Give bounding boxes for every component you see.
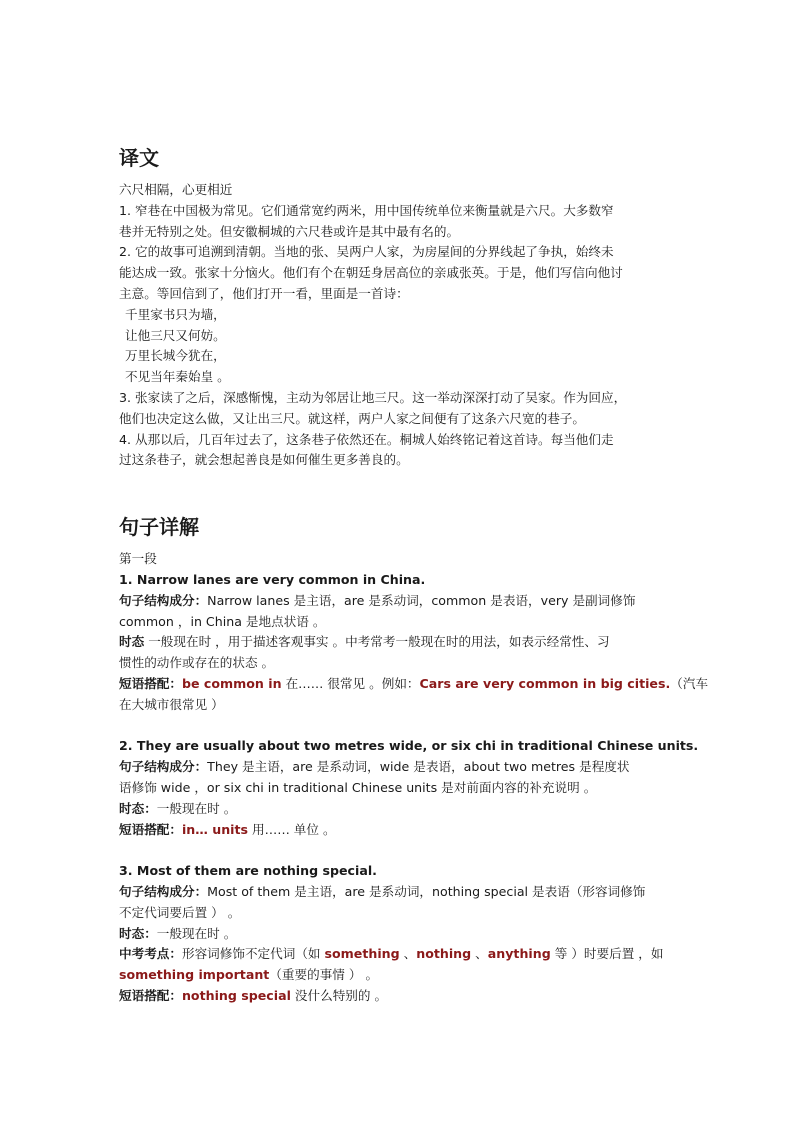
poem-line-2: 让他三尺又何妨。 — [125, 327, 226, 343]
paragraph-2-line-2: 能达成一致。张家十分恼火。他们有个在朝廷身居高位的亲戚张英。于是，他们写信向他讨 — [119, 265, 623, 281]
poem-line-3: 万里长城今犹在， — [125, 348, 226, 364]
s1-phrase-line-2: 在大城市很常见 ） — [119, 696, 224, 712]
s3-exam-word-nothing: nothing — [416, 946, 472, 962]
s3-phrase-meaning: 没什么特别的 。 — [290, 987, 388, 1003]
paragraph-1-line-2: 巷并无特别之处。但安徽桐城的六尺巷或许是其中最有名的。 — [119, 223, 460, 239]
s3-exam-text-2: 等 ）时要后置 ，如 — [550, 946, 664, 962]
s1-tense-line-1 — [119, 632, 689, 653]
s3-structure-line-2: 不定代词要后置 ） 。 — [119, 904, 241, 920]
s2-structure-text: They 是主语，are 是系动词，wide 是表语，about two metres 是程度状 — [207, 759, 630, 775]
paragraph-4-line-2: 过这条巷子，就会想起善良是如何催生更多善良的。 — [119, 452, 409, 468]
s3-phrase-line — [119, 986, 689, 1007]
poem-line-4: 不见当年秦始皇 。 — [125, 369, 230, 385]
s3-tense-label: 时态： — [119, 925, 157, 941]
s3-exam-sep-1: 、 — [399, 946, 417, 962]
sentence-3: 3. Most of them are nothing special. — [119, 863, 377, 879]
s1-structure-line-1 — [119, 591, 689, 612]
s3-tense-line — [119, 924, 689, 945]
s3-exam-word-anything: anything — [487, 946, 551, 962]
s3-exam-word-something: something — [324, 946, 400, 962]
explain-heading: 句子详解 — [119, 515, 199, 540]
s3-exam-label: 中考考点： — [119, 946, 182, 962]
s2-tense-label: 时态： — [119, 800, 157, 816]
s1-structure-text: Narrow lanes 是主语，are 是系动词，common 是表语，very 是副词修饰 — [207, 592, 636, 608]
document-content — [119, 144, 709, 1007]
s1-phrase-line-1 — [119, 674, 709, 695]
s2-phrase-line — [119, 820, 689, 841]
s2-tense-line — [119, 799, 689, 820]
translation-subtitle: 六尺相隔，心更相近 — [119, 182, 233, 197]
s3-tense-text: 一般现在时 。 — [156, 925, 237, 941]
s3-structure-line-1 — [119, 882, 689, 903]
s1-phrase-example: Cars are very common in big cities. — [419, 675, 671, 691]
sentence-2: 2. They are usually about two metres wide, or six chi in traditional Chinese units. — [119, 738, 699, 754]
s3-exam-text-1: 形容词修饰不定代词（如 — [181, 946, 325, 962]
s1-tense-text: 一般现在时 ，用于描述客观事实 。中考常考一般现在时的用法，如表示经常性、习 — [144, 634, 610, 650]
s3-exam-text-3: （重要的事情 ） 。 — [269, 967, 379, 983]
sentence-1: 1. Narrow lanes are very common in China. — [119, 571, 426, 587]
s3-exam-line-2 — [119, 965, 689, 986]
s2-phrase: in… units — [181, 821, 248, 837]
poem-line-1: 千里家书只为墙， — [125, 306, 226, 322]
s3-structure-label: 句子结构成分： — [119, 883, 208, 899]
s2-structure-line-2: 语修饰 wide ，or six chi in traditional Chinese units 是对前面内容的补充说明 。 — [119, 779, 597, 795]
paragraph-2-line-3: 主意。等回信到了，他们打开一看，里面是一首诗： — [119, 285, 409, 301]
spacer — [119, 716, 689, 737]
s1-tense-line-2: 惯性的动作或存在的状态 。 — [119, 655, 275, 671]
s2-phrase-meaning: 用…… 单位 。 — [248, 821, 336, 837]
s3-structure-text: Most of them 是主语，are 是系动词，nothing special 是表语（形容词修饰 — [207, 883, 646, 899]
s1-structure-label: 句子结构成分： — [119, 592, 208, 608]
s2-phrase-label: 短语搭配： — [119, 821, 182, 837]
paragraph-3-line-1: 3. 张家读了之后，深感惭愧，主动为邻居让地三尺。这一举动深深打动了吴家。作为回应， — [119, 389, 627, 405]
paragraph-2-line-1: 2. 它的故事可追溯到清朝。当地的张、吴两户人家，为房屋间的分界线起了争执，始终未 — [119, 244, 614, 260]
s3-phrase: nothing special — [181, 987, 291, 1003]
paragraph-4-line-1: 4. 从那以后，几百年过去了，这条巷子依然还在。桐城人始终铭记着这首诗。每当他们走 — [119, 431, 614, 447]
s1-structure-line-2: common ，in China 是地点状语 。 — [119, 613, 326, 629]
paragraph-1-line-1: 1. 窄巷在中国极为常见。它们通常宽约两米，用中国传统单位来衡量就是六尺。大多数窄 — [119, 202, 614, 218]
section-label: 第一段 — [119, 551, 157, 567]
s3-phrase-label: 短语搭配： — [119, 987, 182, 1003]
translation-heading: 译文 — [119, 146, 159, 170]
paragraph-3-line-2: 他们也决定这么做，又让出三尺。就这样，两户人家之间便有了这条六尺宽的巷子。 — [119, 410, 585, 426]
s2-tense-text: 一般现在时 。 — [156, 800, 237, 816]
s3-exam-example: something important — [119, 967, 270, 983]
s1-phrase-meaning: 在…… 很常见 。例如： — [281, 675, 420, 691]
s1-phrase: be common in — [181, 675, 282, 691]
s1-tense-label: 时态 — [119, 634, 145, 650]
s3-exam-sep-2: 、 — [471, 946, 488, 962]
spacer — [119, 840, 689, 861]
s3-exam-line-1 — [119, 944, 689, 965]
s2-structure-line-1 — [119, 757, 689, 778]
s2-structure-label: 句子结构成分： — [119, 759, 208, 775]
s1-phrase-label: 短语搭配： — [119, 675, 182, 691]
s1-phrase-tail: （汽车 — [670, 675, 709, 691]
